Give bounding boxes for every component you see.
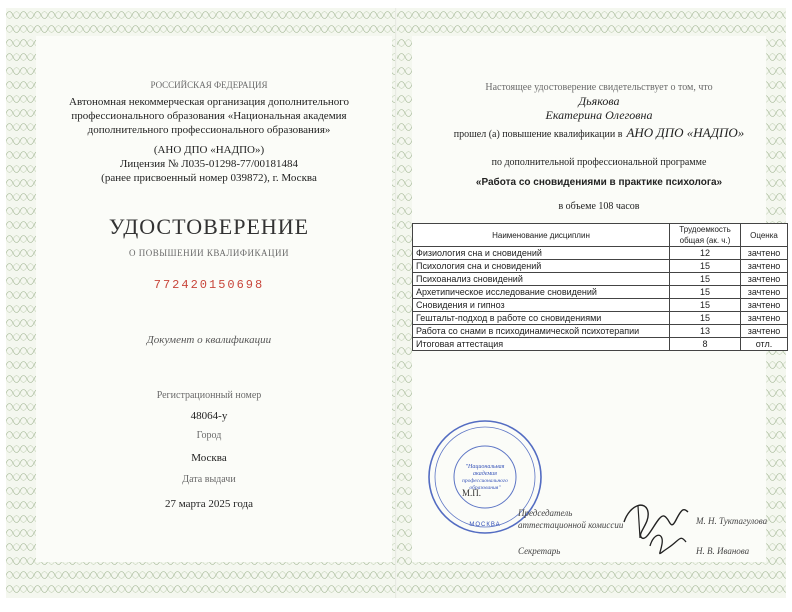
mp-label: М.П. — [462, 488, 482, 498]
discipline-grade: зачтено — [741, 260, 788, 273]
org-line-1: Автономная некоммерческая организация дополнительного — [69, 96, 349, 108]
stamp-city: МОСКВА — [469, 522, 501, 528]
table-row — [413, 299, 788, 312]
discipline-grade: зачтено — [741, 247, 788, 260]
discipline-name: Гештальт-подход в работе со сновидениями — [413, 312, 670, 325]
document-type: Документ о квалификации — [146, 334, 272, 346]
fold-line — [395, 8, 397, 598]
discipline-name: Работа со снами в психодинамической психотерапии — [413, 325, 670, 338]
table-header-row — [413, 224, 788, 247]
table-row — [413, 247, 788, 260]
header-discipline: Наименование дисциплин — [413, 224, 670, 247]
org-line-2: профессионального образования «Национальная академия — [71, 110, 347, 122]
secretary-label: Секретарь — [518, 546, 561, 556]
discipline-name: Итоговая аттестация — [413, 338, 670, 351]
program-name: «Работа со сновидениями в практике психолога» — [475, 177, 723, 188]
reg-number-label: Регистрационный номер — [156, 390, 262, 401]
svg-text:профессионального: профессионального — [462, 478, 508, 484]
discipline-name: Физиология сна и сновидений — [413, 247, 670, 260]
svg-text:образования": образования" — [469, 485, 501, 491]
discipline-grade: зачтено — [741, 299, 788, 312]
discipline-hours: 15 — [670, 286, 741, 299]
table-row — [413, 312, 788, 325]
program-hours: в объеме 108 часов — [558, 201, 640, 212]
secretary-name: Н. В. Иванова — [696, 546, 750, 556]
recipient-given-names: Екатерина Олеговна — [545, 108, 653, 122]
table-row — [413, 273, 788, 286]
disciplines-table — [412, 223, 788, 351]
table-row — [413, 286, 788, 299]
discipline-name: Сновидения и гипноз — [413, 299, 670, 312]
passed-text: прошел (а) повышение квалификации в — [453, 129, 623, 140]
svg-text:академия: академия — [473, 471, 497, 477]
country-label: РОССИЙСКАЯ ФЕДЕРАЦИЯ — [150, 80, 268, 90]
chair-name: М. Н. Туктагулова — [696, 516, 768, 526]
city-value: Москва — [191, 452, 227, 464]
discipline-hours: 15 — [670, 312, 741, 325]
issue-date-label: Дата выдачи — [182, 474, 236, 485]
discipline-grade: зачтено — [741, 312, 788, 325]
org-short-name: (АНО ДПО «НАДПО») — [153, 144, 265, 156]
discipline-hours: 12 — [670, 247, 741, 260]
discipline-grade: отл. — [741, 338, 788, 351]
discipline-grade: зачтено — [741, 273, 788, 286]
discipline-hours: 15 — [670, 299, 741, 312]
org-line-3: дополнительного профессионального образования» — [87, 124, 331, 136]
intro-text: Настоящее удостоверение свидетельствует о том, что — [485, 82, 713, 93]
discipline-name: Психология сна и сновидений — [413, 260, 670, 273]
serial-number: 772420150698 — [153, 278, 265, 292]
license-previous: (ранее присвоенный номер 039872), г. Москва — [101, 172, 317, 184]
recipient-surname: Дьякова — [578, 94, 620, 108]
header-hours: Трудоемкость общая (ак. ч.) — [670, 224, 741, 247]
document-subtitle: О ПОВЫШЕНИИ КВАЛИФИКАЦИИ — [128, 248, 290, 258]
passed-line — [410, 124, 788, 142]
program-intro: по дополнительной профессиональной программе — [491, 157, 707, 168]
chair-label-1: Председатель — [518, 508, 573, 518]
header-grade: Оценка — [741, 224, 788, 247]
discipline-hours: 8 — [670, 338, 741, 351]
reg-number: 48064-у — [190, 410, 228, 422]
org-name: АНО ДПО «НАДПО» — [626, 125, 745, 140]
svg-text:"Национальная: "Национальная — [465, 464, 505, 470]
issue-date: 27 марта 2025 года — [164, 498, 254, 510]
discipline-grade: зачтено — [741, 286, 788, 299]
city-label: Город — [196, 430, 222, 441]
table-row — [413, 325, 788, 338]
official-stamp — [426, 418, 544, 536]
discipline-grade: зачтено — [741, 325, 788, 338]
table-row — [413, 260, 788, 273]
discipline-hours: 15 — [670, 273, 741, 286]
discipline-name: Архетипическое исследование сновидений — [413, 286, 670, 299]
secretary-signature — [646, 528, 692, 558]
chair-label-2: аттестационной комиссии — [518, 520, 624, 530]
discipline-hours: 13 — [670, 325, 741, 338]
discipline-name: Психоанализ сновидений — [413, 273, 670, 286]
license-number: Лицензия № Л035-01298-77/00181484 — [119, 158, 299, 170]
table-row — [413, 338, 788, 351]
discipline-hours: 15 — [670, 260, 741, 273]
document-title: УДОСТОВЕРЕНИЕ — [108, 214, 310, 239]
